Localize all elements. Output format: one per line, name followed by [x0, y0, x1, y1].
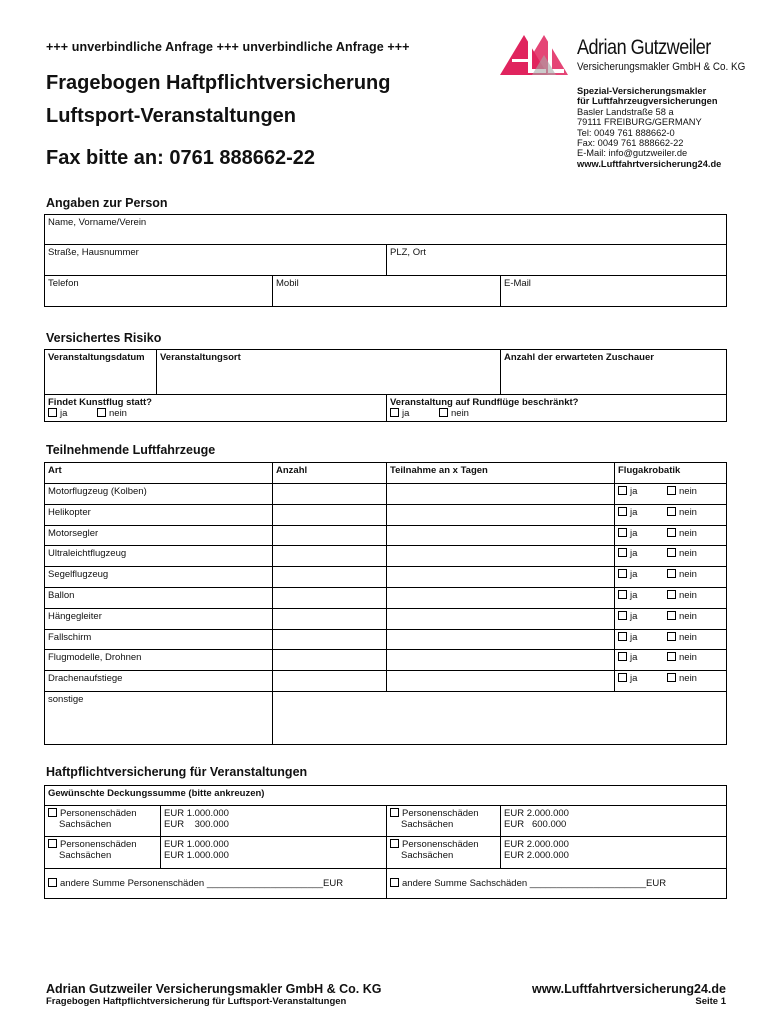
company-subtitle: Versicherungsmakler GmbH & Co. KG: [577, 61, 746, 73]
footer-company: Adrian Gutzweiler Versicherungsmakler GmbH & Co. KG: [46, 982, 382, 996]
aerobatics-no-checkbox[interactable]: [667, 673, 676, 682]
event-date-label: Veranstaltungsdatum: [48, 352, 145, 363]
coverage-option-4[interactable]: [387, 837, 501, 869]
aerobatics-yes-label: ja: [630, 527, 638, 539]
aircraft-aerobatics-options: [615, 629, 727, 650]
coverage-4-property: Sachsächen: [401, 850, 454, 861]
coverage-3-personal: Personenschäden: [60, 839, 137, 850]
fax-number: Fax bitte an: 0761 888662-22: [46, 147, 316, 169]
roundflights-question: [387, 395, 727, 422]
address-tel: Tel: 0049 761 888662-0: [577, 127, 675, 138]
person-table: [44, 214, 727, 307]
col-count-header: Anzahl: [273, 463, 387, 484]
spectators-field[interactable]: [501, 350, 727, 395]
mobile-label: Mobil: [276, 278, 299, 289]
aircraft-row: [45, 484, 727, 505]
company-address: [577, 86, 721, 169]
mobile-field[interactable]: [273, 276, 501, 307]
aerobatics-yes-label: ja: [630, 673, 638, 685]
aircraft-days-field[interactable]: [387, 587, 615, 608]
roundflights-no-label: nein: [451, 408, 469, 419]
coverage-subheading: Gewünschte Deckungssumme (bitte ankreuzen): [45, 786, 727, 806]
amount-2-s: EUR 600.000: [504, 819, 567, 830]
address-fax: Fax: 0049 761 888662-22: [577, 138, 684, 149]
aircraft-days-field[interactable]: [387, 608, 615, 629]
col-aerobatics-header: Flugakrobatik: [615, 463, 727, 484]
aerobatics-no-label: nein: [679, 486, 697, 497]
spectators-label: Anzahl der erwarteten Zuschauer: [504, 352, 654, 363]
aircraft-count-field[interactable]: [273, 650, 387, 671]
aerobatics-yes-checkbox[interactable]: [618, 652, 627, 661]
aircraft-count-field[interactable]: [273, 608, 387, 629]
amount-4-p: EUR 2.000.000: [504, 839, 569, 850]
aerobatics-yes-label: ja: [60, 408, 68, 419]
aerobatics-no-checkbox[interactable]: [667, 632, 676, 641]
col-days-header: Teilnahme an x Tagen: [387, 463, 615, 484]
section-heading-liability: Haftpflichtversicherung für Veranstaltungen: [46, 765, 308, 779]
aerobatics-no-checkbox[interactable]: [667, 611, 676, 620]
footer-form-name: Fragebogen Haftpflichtversicherung für Luftsport-Veranstaltungen: [46, 996, 347, 1007]
aircraft-type-label: Helikopter: [45, 504, 273, 525]
aircraft-aerobatics-options: [615, 546, 727, 567]
aircraft-days-field[interactable]: [387, 525, 615, 546]
aircraft-days-field[interactable]: [387, 629, 615, 650]
liability-table: [44, 785, 727, 899]
aircraft-type-label: Segelflugzeug: [45, 567, 273, 588]
aircraft-aerobatics-options: [615, 484, 727, 505]
aerobatics-yes-label: ja: [630, 569, 638, 581]
company-logo: [498, 33, 570, 77]
email-field[interactable]: [501, 276, 727, 307]
aircraft-aerobatics-options: [615, 504, 727, 525]
risk-table: [44, 349, 727, 422]
section-heading-aircraft: Teilnehmende Luftfahrzeuge: [46, 443, 216, 457]
aircraft-days-field[interactable]: [387, 650, 615, 671]
plz-field[interactable]: [387, 245, 727, 276]
aerobatics-no-checkbox[interactable]: [667, 548, 676, 557]
event-place-label: Veranstaltungsort: [160, 352, 241, 363]
coverage-option-3[interactable]: [45, 837, 161, 869]
aircraft-other-label: sonstige: [45, 691, 273, 744]
name-field[interactable]: [45, 215, 727, 245]
aircraft-days-field[interactable]: [387, 504, 615, 525]
page-title-line1: Fragebogen Haftpflichtversicherung: [46, 72, 391, 94]
other-personal-label: andere Summe Personenschäden ______________________EUR: [60, 878, 344, 889]
aircraft-row: [45, 567, 727, 588]
aircraft-row: [45, 546, 727, 567]
aircraft-count-field[interactable]: [273, 525, 387, 546]
aerobatics-yes-label: ja: [630, 548, 638, 560]
aircraft-type-label: Flugmodelle, Drohnen: [45, 650, 273, 671]
coverage-2-checkbox[interactable]: [390, 808, 399, 817]
aircraft-count-field[interactable]: [273, 567, 387, 588]
address-email: E-Mail: info@gutzweiler.de: [577, 148, 688, 159]
coverage-2-personal: Personenschäden: [402, 808, 479, 819]
coverage-3-checkbox[interactable]: [48, 839, 57, 848]
aircraft-aerobatics-options: [615, 608, 727, 629]
roundflights-no-checkbox[interactable]: [439, 408, 448, 417]
company-name-block: [577, 36, 764, 73]
coverage-3-amounts: [161, 837, 387, 869]
aerobatics-no-checkbox[interactable]: [667, 528, 676, 537]
other-personal-checkbox[interactable]: [48, 878, 57, 887]
footer-page-number: Seite 1: [695, 996, 726, 1007]
aircraft-count-field[interactable]: [273, 484, 387, 505]
aircraft-type-label: Motorflugzeug (Kolben): [45, 484, 273, 505]
aerobatics-no-checkbox[interactable]: [667, 507, 676, 516]
aircraft-type-label: Motorsegler: [45, 525, 273, 546]
aircraft-type-label: Ballon: [45, 587, 273, 608]
aircraft-type-label: Ultraleichtflugzeug: [45, 546, 273, 567]
coverage-4-personal: Personenschäden: [402, 839, 479, 850]
aerobatics-yes-checkbox[interactable]: [618, 590, 627, 599]
aircraft-table: [44, 462, 727, 745]
street-label: Straße, Hausnummer: [48, 247, 139, 258]
aircraft-days-field[interactable]: [387, 484, 615, 505]
coverage-2-property: Sachsächen: [401, 819, 454, 830]
aerobatics-yes-label: ja: [630, 589, 638, 601]
amount-3-p: EUR 1.000.000: [164, 839, 229, 850]
aerobatics-no-label: nein: [679, 652, 697, 664]
coverage-option-1[interactable]: [45, 806, 161, 837]
plz-label: PLZ, Ort: [390, 247, 426, 258]
event-place-field[interactable]: [157, 350, 501, 395]
address-street: Basler Landstraße 58 a: [577, 106, 674, 117]
aerobatics-yes-label: ja: [630, 631, 638, 643]
coverage-1-personal: Personenschäden: [60, 808, 137, 819]
roundflights-label: Veranstaltung auf Rundflüge beschränkt?: [390, 397, 579, 408]
address-city: 79111 FREIBURG/GERMANY: [577, 117, 702, 128]
aerobatics-no-label: nein: [679, 610, 697, 622]
address-web: www.Luftfahrtversicherung24.de: [577, 158, 722, 169]
name-label: Name, Vorname/Verein: [48, 217, 147, 228]
other-property-checkbox[interactable]: [390, 878, 399, 887]
aircraft-aerobatics-options: [615, 587, 727, 608]
phone-field[interactable]: [45, 276, 273, 307]
street-field[interactable]: [45, 245, 387, 276]
other-property-option[interactable]: [387, 869, 727, 899]
aircraft-row: [45, 650, 727, 671]
aerobatics-no-checkbox[interactable]: [667, 486, 676, 495]
aerobatics-no-label: nein: [679, 631, 697, 643]
coverage-3-property: Sachsächen: [59, 850, 112, 861]
coverage-1-property: Sachsächen: [59, 819, 112, 830]
aerobatics-no-label: nein: [109, 408, 127, 419]
aircraft-type-label: Drachenaufstiege: [45, 671, 273, 692]
aerobatics-yes-checkbox[interactable]: [618, 611, 627, 620]
section-heading-person: Angaben zur Person: [46, 196, 168, 210]
aerobatics-yes-label: ja: [630, 506, 638, 518]
aerobatics-yes-checkbox[interactable]: [618, 528, 627, 537]
roundflights-yes-checkbox[interactable]: [390, 408, 399, 417]
coverage-1-checkbox[interactable]: [48, 808, 57, 817]
aircraft-days-field[interactable]: [387, 567, 615, 588]
aerobatics-yes-checkbox[interactable]: [618, 507, 627, 516]
aerobatics-yes-checkbox[interactable]: [618, 632, 627, 641]
aerobatics-no-label: nein: [679, 673, 697, 685]
aerobatics-no-label: nein: [679, 548, 697, 560]
amount-3-s: EUR 1.000.000: [164, 850, 229, 861]
aerobatics-no-label: nein: [679, 589, 697, 601]
other-personal-option[interactable]: [45, 869, 387, 899]
amount-1-p: EUR 1.000.000: [164, 808, 229, 819]
aerobatics-label: Findet Kunstflug statt?: [48, 397, 152, 408]
aerobatics-yes-checkbox[interactable]: [48, 408, 57, 417]
aircraft-count-field[interactable]: [273, 504, 387, 525]
aircraft-row: [45, 608, 727, 629]
address-role2: für Luftfahrzeugversicherungen: [577, 96, 718, 107]
aerobatics-no-checkbox[interactable]: [97, 408, 106, 417]
event-date-field[interactable]: [45, 350, 157, 395]
coverage-4-amounts: [501, 837, 727, 869]
aircraft-count-field[interactable]: [273, 629, 387, 650]
aircraft-aerobatics-options: [615, 525, 727, 546]
aerobatics-yes-label: ja: [630, 610, 638, 622]
roundflights-yes-label: ja: [402, 408, 410, 419]
company-name: Adrian Gutzweiler: [577, 36, 711, 59]
aircraft-row: [45, 629, 727, 650]
aerobatics-yes-checkbox[interactable]: [618, 673, 627, 682]
other-property-label: andere Summe Sachschäden ______________________EUR: [402, 878, 667, 889]
col-type-header: Art: [45, 463, 273, 484]
section-heading-risk: Versichertes Risiko: [46, 331, 162, 345]
address-role1: Spezial-Versicherungsmakler: [577, 86, 707, 96]
coverage-1-amounts: [161, 806, 387, 837]
aircraft-count-field[interactable]: [273, 546, 387, 567]
amount-1-s: EUR 300.000: [164, 819, 229, 830]
aircraft-count-field[interactable]: [273, 587, 387, 608]
aerobatics-yes-label: ja: [630, 486, 638, 497]
aircraft-other-field[interactable]: [273, 691, 727, 744]
banner-text: +++ unverbindliche Anfrage +++ unverbindliche Anfrage +++: [46, 40, 410, 54]
aerobatics-yes-checkbox[interactable]: [618, 486, 627, 495]
aircraft-days-field[interactable]: [387, 671, 615, 692]
aerobatics-no-label: nein: [679, 569, 697, 581]
page-title-line2: Luftsport-Veranstaltungen: [46, 105, 297, 127]
aircraft-count-field[interactable]: [273, 671, 387, 692]
aircraft-aerobatics-options: [615, 671, 727, 692]
aerobatics-no-checkbox[interactable]: [667, 652, 676, 661]
aerobatics-no-checkbox[interactable]: [667, 590, 676, 599]
aircraft-days-field[interactable]: [387, 546, 615, 567]
aircraft-type-label: Hängegleiter: [45, 608, 273, 629]
amount-2-p: EUR 2.000.000: [504, 808, 569, 819]
coverage-2-amounts: [501, 806, 727, 837]
phone-label: Telefon: [48, 278, 79, 289]
footer-website[interactable]: www.Luftfahrtversicherung24.de: [531, 982, 726, 996]
aerobatics-no-label: nein: [679, 506, 697, 518]
coverage-4-checkbox[interactable]: [390, 839, 399, 848]
aerobatics-yes-label: ja: [630, 652, 638, 664]
aircraft-aerobatics-options: [615, 567, 727, 588]
aircraft-row: [45, 525, 727, 546]
aircraft-row: [45, 671, 727, 692]
aerobatics-no-label: nein: [679, 527, 697, 539]
email-label: E-Mail: [504, 278, 531, 289]
aerobatics-question: [45, 395, 387, 422]
coverage-option-2[interactable]: [387, 806, 501, 837]
aircraft-row: [45, 587, 727, 608]
aircraft-type-label: Fallschirm: [45, 629, 273, 650]
aircraft-row: [45, 504, 727, 525]
aerobatics-yes-checkbox[interactable]: [618, 548, 627, 557]
aerobatics-no-checkbox[interactable]: [667, 569, 676, 578]
aerobatics-yes-checkbox[interactable]: [618, 569, 627, 578]
aircraft-aerobatics-options: [615, 650, 727, 671]
amount-4-s: EUR 2.000.000: [504, 850, 569, 861]
